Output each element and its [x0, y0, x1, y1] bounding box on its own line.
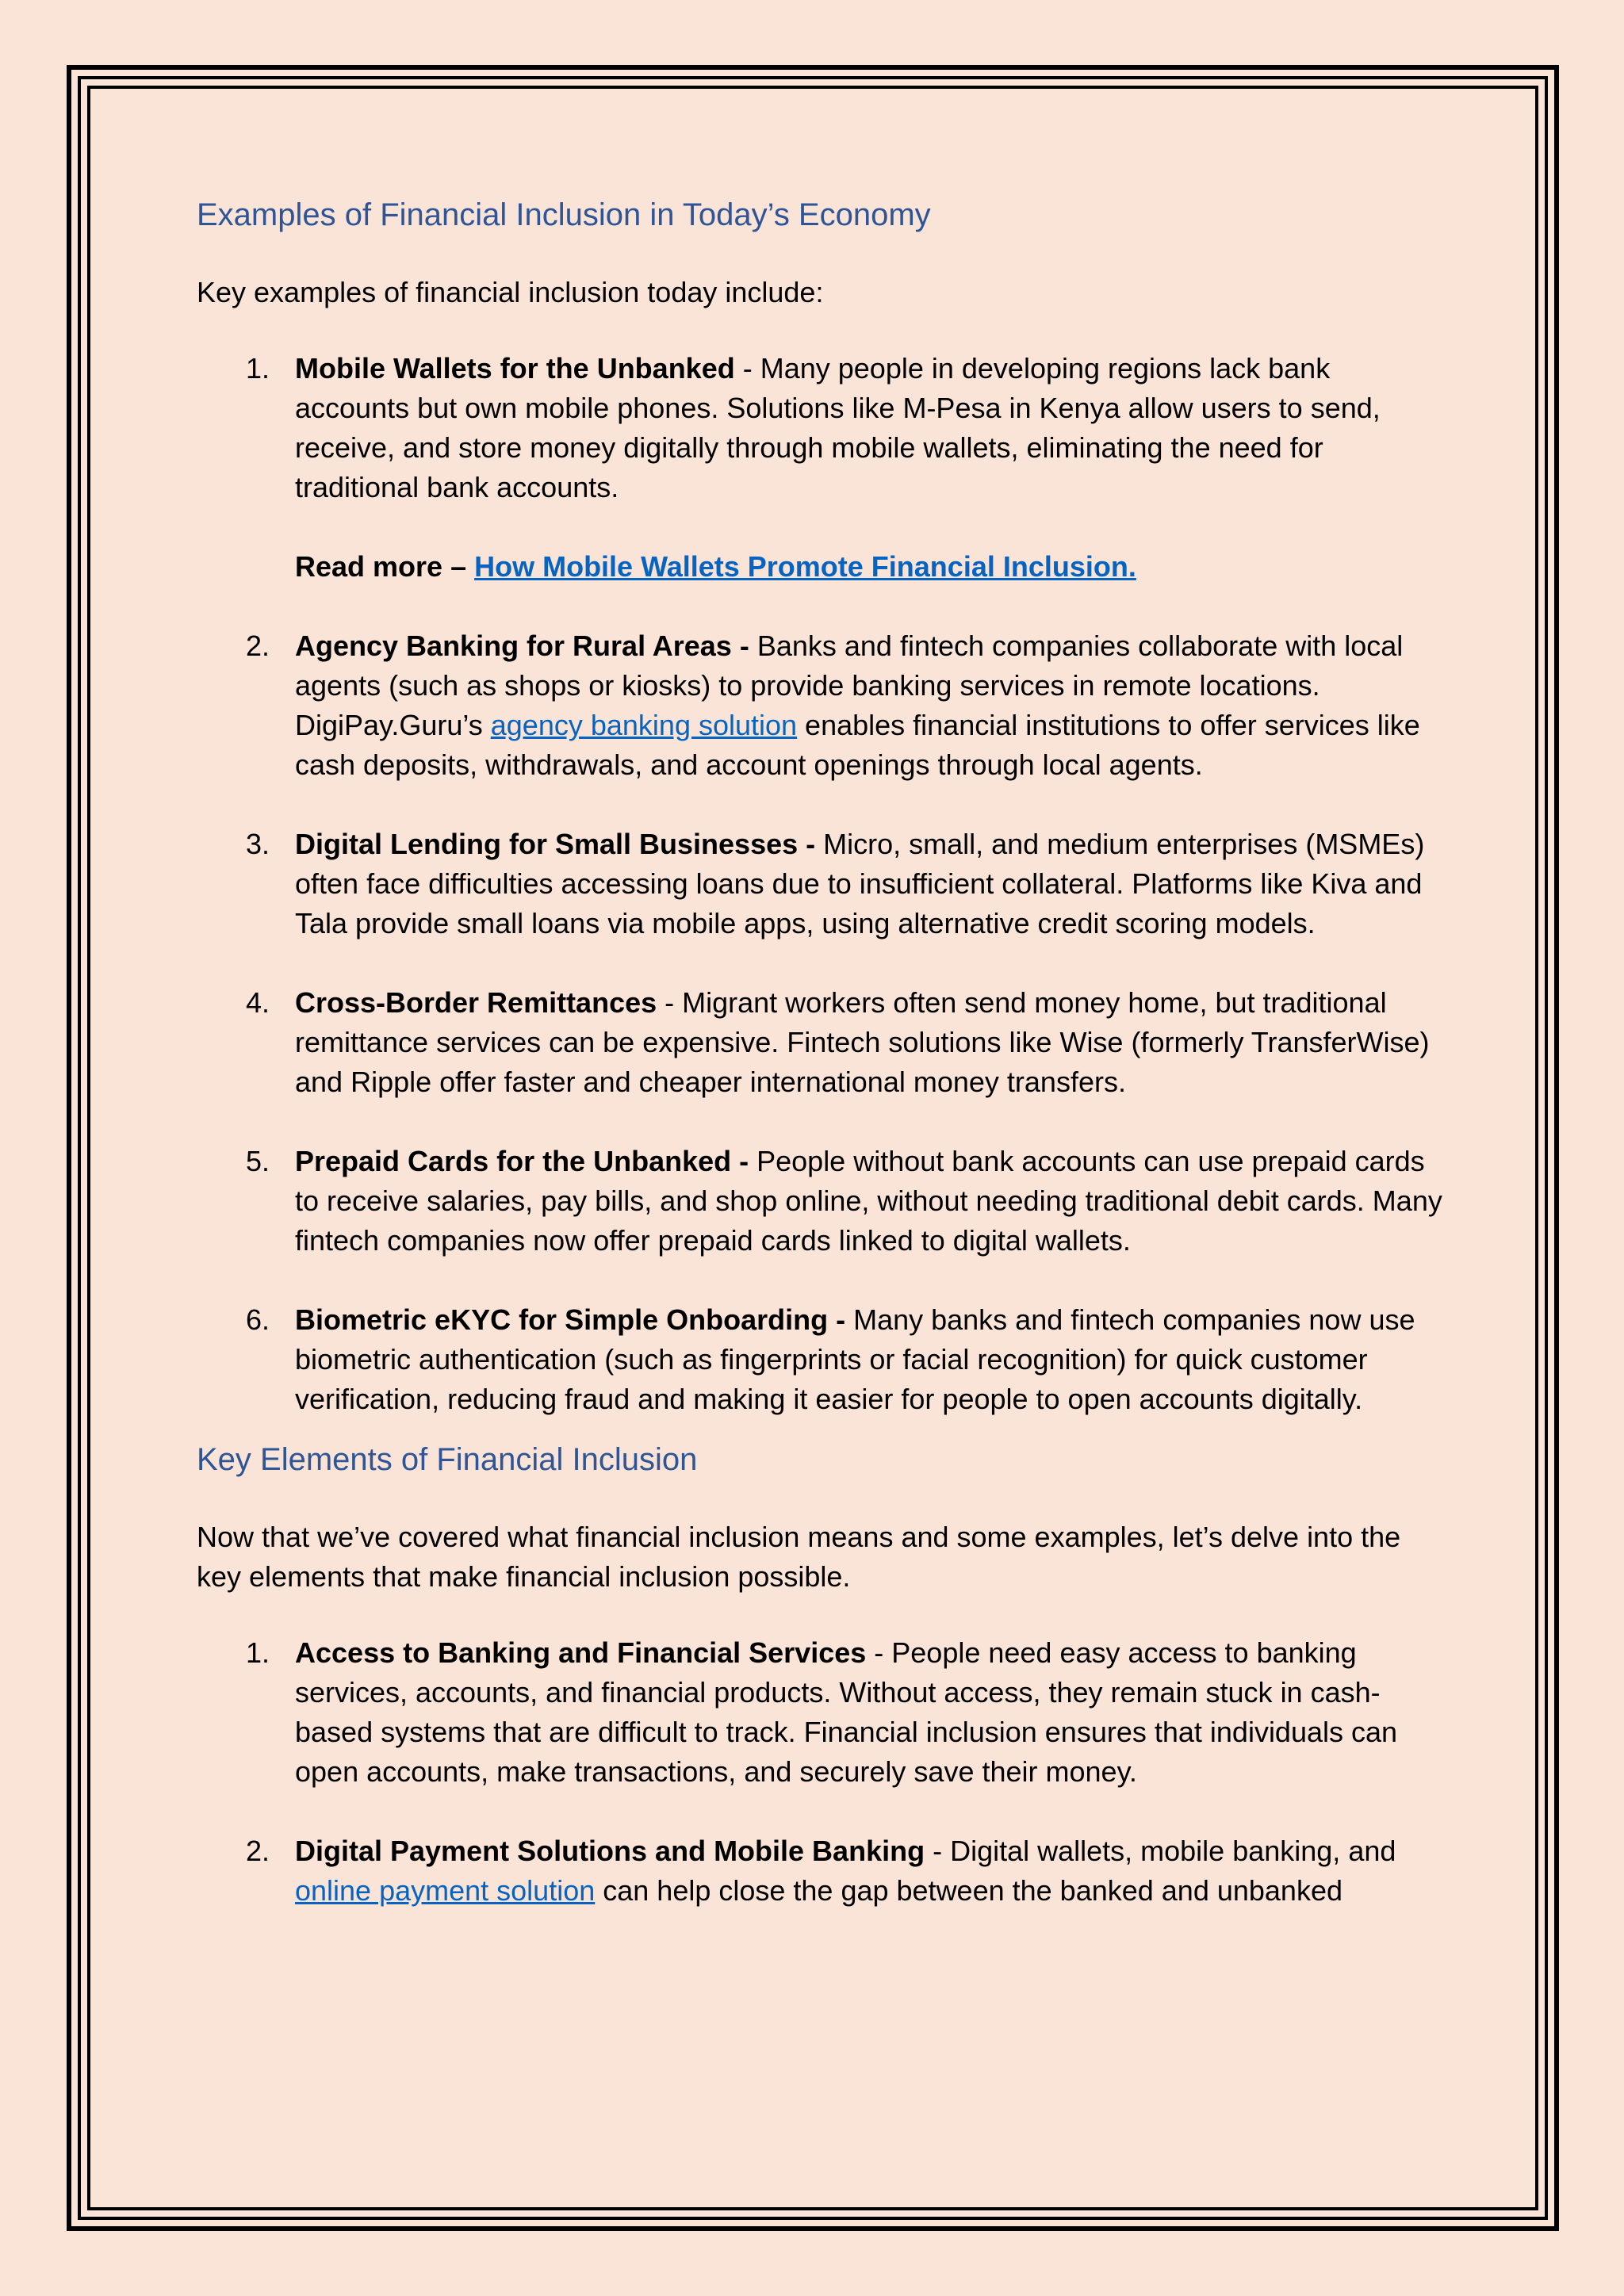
list-number: 2.: [246, 629, 270, 662]
key-elements-intro: Now that we’ve covered what financial inclusion means and some examples, let’s delve into the key elements that make financial inclusion possible.: [197, 1521, 1401, 1593]
examples-list: [197, 349, 1450, 1419]
list-number: 2.: [246, 1835, 270, 1867]
item-text: People without bank accounts can use prepaid cards to receive salaries, pay bills, and shop online, without needing traditional debit cards. Many fintech companies now offer prepaid cards linked to digital wallets.: [295, 1145, 1442, 1257]
item-text: - Digital wallets, mobile banking, and: [925, 1835, 1396, 1867]
list-item: [197, 349, 1450, 587]
item-separator: -: [734, 352, 760, 385]
item-text: - People need easy access to banking services, accounts, and financial products. Without access, they remain stuck in cash-based systems that are difficult to track. Financial inclusion ensures that individuals can open accounts, make transactions, and securely save their money.: [295, 1636, 1398, 1788]
list-item: [197, 1300, 1450, 1419]
list-item: [197, 825, 1450, 943]
item-title: Mobile Wallets for the Unbanked: [295, 352, 735, 385]
item-title: Cross-Border Remittances: [295, 986, 657, 1019]
online-payment-link[interactable]: online payment solution: [295, 1874, 596, 1907]
item-text: enables financial institutions to offer services like cash deposits, withdrawals, and account openings through local agents.: [295, 709, 1420, 781]
item-text: can help close the gap between the banked and unbanked: [595, 1874, 1342, 1907]
item-text: Many people in developing regions lack bank accounts but own mobile phones. Solutions like M-Pesa in Kenya allow users to send, receive, and store money digitally through mobile wallets, eliminating the need for traditional bank accounts.: [295, 352, 1381, 503]
item-text: Banks and fintech companies collaborate with local agents (such as shops or kiosks) to provide banking services in remote locations. DigiPay.Guru’s: [295, 629, 1404, 741]
agency-banking-link[interactable]: agency banking solution: [490, 709, 798, 741]
section-heading-examples: Examples of Financial Inclusion in Today’s Economy: [197, 197, 931, 232]
list-item: [197, 1633, 1450, 1792]
read-more: [295, 547, 1450, 587]
read-more-label: Read more –: [295, 550, 475, 583]
item-title: Prepaid Cards for the Unbanked -: [295, 1145, 749, 1177]
item-title: Agency Banking for Rural Areas -: [295, 629, 749, 662]
list-number: 5.: [246, 1145, 270, 1177]
list-number: 3.: [246, 828, 270, 860]
item-title: Digital Lending for Small Businesses -: [295, 828, 816, 860]
list-item: [197, 626, 1450, 785]
list-number: 1.: [246, 352, 270, 385]
item-title: Digital Payment Solutions and Mobile Banking: [295, 1835, 925, 1867]
item-title: Access to Banking and Financial Services: [295, 1636, 867, 1669]
list-item: [197, 1142, 1450, 1261]
list-item: [197, 1831, 1450, 1911]
item-text: - Migrant workers often send money home, but traditional remittance services can be expensive. Fintech solutions like Wise (formerly TransferWise) and Ripple offer faster and cheaper international money transfers.: [295, 986, 1430, 1098]
item-text: Micro, small, and medium enterprises (MSMEs) often face difficulties accessing loans due to insufficient collateral. Platforms like Kiva and Tala provide small loans via mobile apps, using alternative credit scoring models.: [295, 828, 1425, 939]
key-elements-list: [197, 1633, 1450, 1911]
document-body: [197, 193, 1450, 1950]
item-title: Biometric eKYC for Simple Onboarding -: [295, 1303, 846, 1336]
read-more-link[interactable]: How Mobile Wallets Promote Financial Inclusion.: [474, 550, 1136, 583]
list-item: [197, 983, 1450, 1102]
item-text: Many banks and fintech companies now use biometric authentication (such as fingerprints or facial recognition) for quick customer verification, reducing fraud and making it easier for people to open accounts digitally.: [295, 1303, 1415, 1415]
examples-intro: Key examples of financial inclusion today include:: [197, 276, 824, 308]
list-number: 1.: [246, 1636, 270, 1669]
list-number: 6.: [246, 1303, 270, 1336]
section-heading-key-elements: Key Elements of Financial Inclusion: [197, 1442, 698, 1477]
list-number: 4.: [246, 986, 270, 1019]
